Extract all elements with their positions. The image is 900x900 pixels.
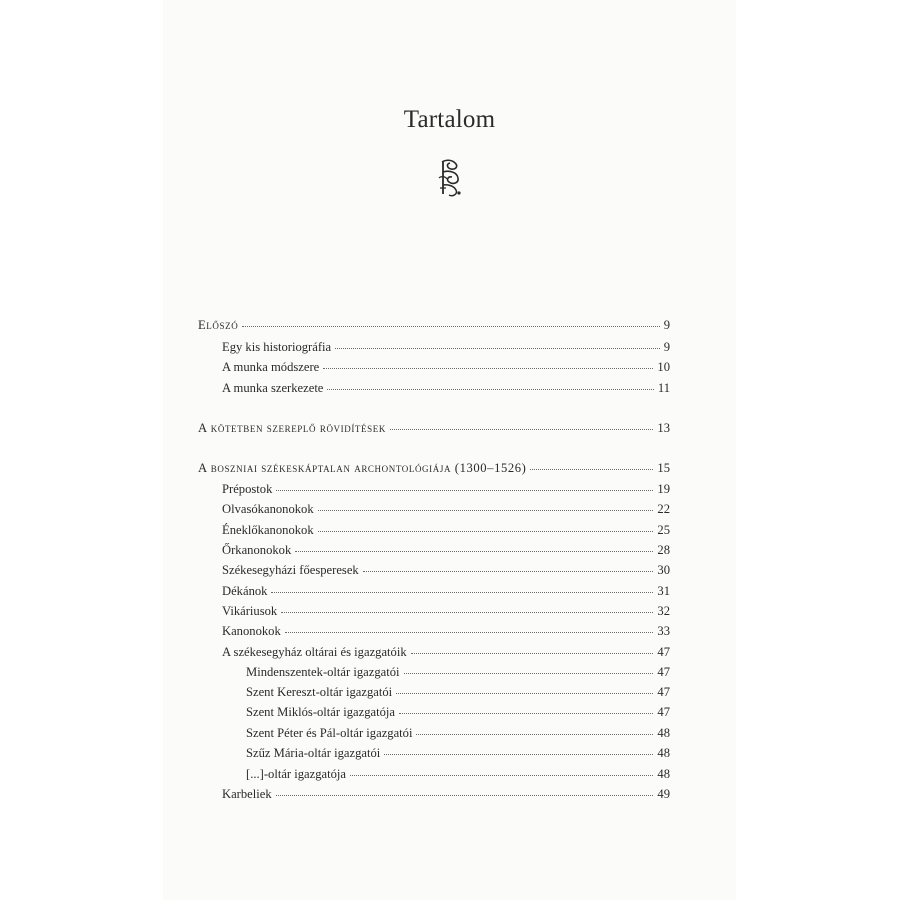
dot-leader bbox=[399, 703, 653, 714]
toc-entry-page-number: 47 bbox=[657, 705, 670, 719]
toc-entry-page-number: 30 bbox=[657, 563, 670, 577]
toc-entry-page-number: 11 bbox=[657, 381, 670, 395]
toc-entry-page-number: 48 bbox=[657, 746, 670, 760]
toc-entry bbox=[198, 624, 670, 642]
dot-leader bbox=[411, 643, 654, 654]
toc-entry-page-number: 31 bbox=[657, 584, 670, 598]
dot-leader bbox=[530, 459, 653, 470]
toc-entry bbox=[198, 604, 670, 622]
toc-entry-page-number: 33 bbox=[657, 624, 670, 638]
toc-entry-page-number: 48 bbox=[657, 767, 670, 781]
toc-entry-label: A boszniai székeskáptalan archontológiája (1300–1526) bbox=[198, 461, 527, 475]
ornament bbox=[163, 158, 736, 203]
toc-entry bbox=[198, 705, 670, 723]
toc-entry-page-number: 47 bbox=[657, 665, 670, 679]
toc-entry bbox=[198, 645, 670, 663]
toc-entry-label: Egy kis historiográfia bbox=[222, 340, 332, 354]
toc-entry bbox=[198, 665, 670, 683]
toc-entry-label: Szent Kereszt-oltár igazgatói bbox=[246, 685, 393, 699]
toc-entry-label: [...]-oltár igazgatója bbox=[246, 767, 346, 781]
toc-entry bbox=[198, 381, 670, 399]
toc-entry bbox=[198, 726, 670, 744]
toc-entry-page-number: 9 bbox=[663, 318, 670, 332]
toc-entry bbox=[198, 563, 670, 581]
dot-leader bbox=[281, 602, 653, 613]
page-title: Tartalom bbox=[403, 106, 496, 133]
toc-entry-label: Székesegyházi főesperesek bbox=[222, 563, 359, 577]
toc-entry-page-number: 19 bbox=[657, 482, 670, 496]
dot-leader bbox=[416, 724, 653, 735]
toc-entry bbox=[198, 523, 670, 541]
toc-entry-label: Előszó bbox=[198, 318, 239, 332]
toc-entry-label: Olvasókanonokok bbox=[222, 502, 314, 516]
toc-entry-label: Éneklőkanonokok bbox=[222, 523, 314, 537]
toc-entry bbox=[198, 340, 670, 358]
toc-entry-label: A munka szerkezete bbox=[222, 381, 324, 395]
toc-entry-label: Karbeliek bbox=[222, 787, 272, 801]
toc-entry-page-number: 48 bbox=[657, 726, 670, 740]
dot-leader bbox=[318, 500, 654, 511]
toc-entry bbox=[198, 461, 670, 479]
toc-entry bbox=[198, 360, 670, 378]
dot-leader bbox=[271, 582, 653, 593]
toc-entry-page-number: 15 bbox=[657, 461, 670, 475]
dot-leader bbox=[276, 785, 654, 796]
toc-entry bbox=[198, 502, 670, 520]
dot-leader bbox=[384, 744, 653, 755]
dot-leader bbox=[276, 480, 653, 491]
toc-entry-label: Kanonokok bbox=[222, 624, 281, 638]
toc-entry-page-number: 9 bbox=[663, 340, 670, 354]
dot-leader bbox=[404, 663, 654, 674]
toc-entry-label: A kötetben szereplő rövidítések bbox=[198, 421, 386, 435]
toc-entry-label: Szent Péter és Pál-oltár igazgatói bbox=[246, 726, 413, 740]
toc-entry-label: Vikáriusok bbox=[222, 604, 278, 618]
dot-leader bbox=[285, 622, 654, 633]
toc-entry-page-number: 28 bbox=[657, 543, 670, 557]
toc-entry-page-number: 25 bbox=[657, 523, 670, 537]
toc-entry bbox=[198, 421, 670, 439]
toc-entry bbox=[198, 746, 670, 764]
dot-leader bbox=[327, 379, 653, 390]
toc-entry-label: Szűz Mária-oltár igazgatói bbox=[246, 746, 381, 760]
dot-leader bbox=[323, 358, 653, 369]
toc-entry bbox=[198, 685, 670, 703]
toc-entry-label: A székesegyház oltárai és igazgatóik bbox=[222, 645, 407, 659]
toc-entry-label: Szent Miklós-oltár igazgatója bbox=[246, 705, 395, 719]
toc-entry-page-number: 10 bbox=[657, 360, 670, 374]
toc-entry-page-number: 13 bbox=[657, 421, 670, 435]
toc-entry bbox=[198, 584, 670, 602]
toc-entry bbox=[198, 767, 670, 785]
toc-entry-page-number: 47 bbox=[657, 645, 670, 659]
toc-entry-page-number: 49 bbox=[657, 787, 670, 801]
toc-entry bbox=[198, 543, 670, 561]
toc-entry bbox=[198, 482, 670, 500]
toc-entry bbox=[198, 318, 670, 336]
toc-entry-page-number: 47 bbox=[657, 685, 670, 699]
toc-entry-label: Mindenszentek-oltár igazgatói bbox=[246, 665, 400, 679]
toc-entry-label: Őrkanonokok bbox=[222, 543, 292, 557]
dot-leader bbox=[390, 419, 653, 430]
toc-entry bbox=[198, 787, 670, 805]
dot-leader bbox=[335, 338, 660, 349]
toc-entry-page-number: 32 bbox=[657, 604, 670, 618]
dot-leader bbox=[396, 683, 653, 694]
dot-leader bbox=[295, 541, 653, 552]
dot-leader bbox=[318, 521, 654, 532]
dot-leader bbox=[350, 765, 653, 776]
toc-entry-label: A munka módszere bbox=[222, 360, 320, 374]
toc-entry-label: Dékánok bbox=[222, 584, 268, 598]
dot-leader bbox=[242, 316, 659, 327]
toc-entry-label: Prépostok bbox=[222, 482, 273, 496]
dot-leader bbox=[363, 561, 654, 572]
toc-entry-page-number: 22 bbox=[657, 502, 670, 516]
fleuron-ornament-icon bbox=[437, 158, 463, 198]
